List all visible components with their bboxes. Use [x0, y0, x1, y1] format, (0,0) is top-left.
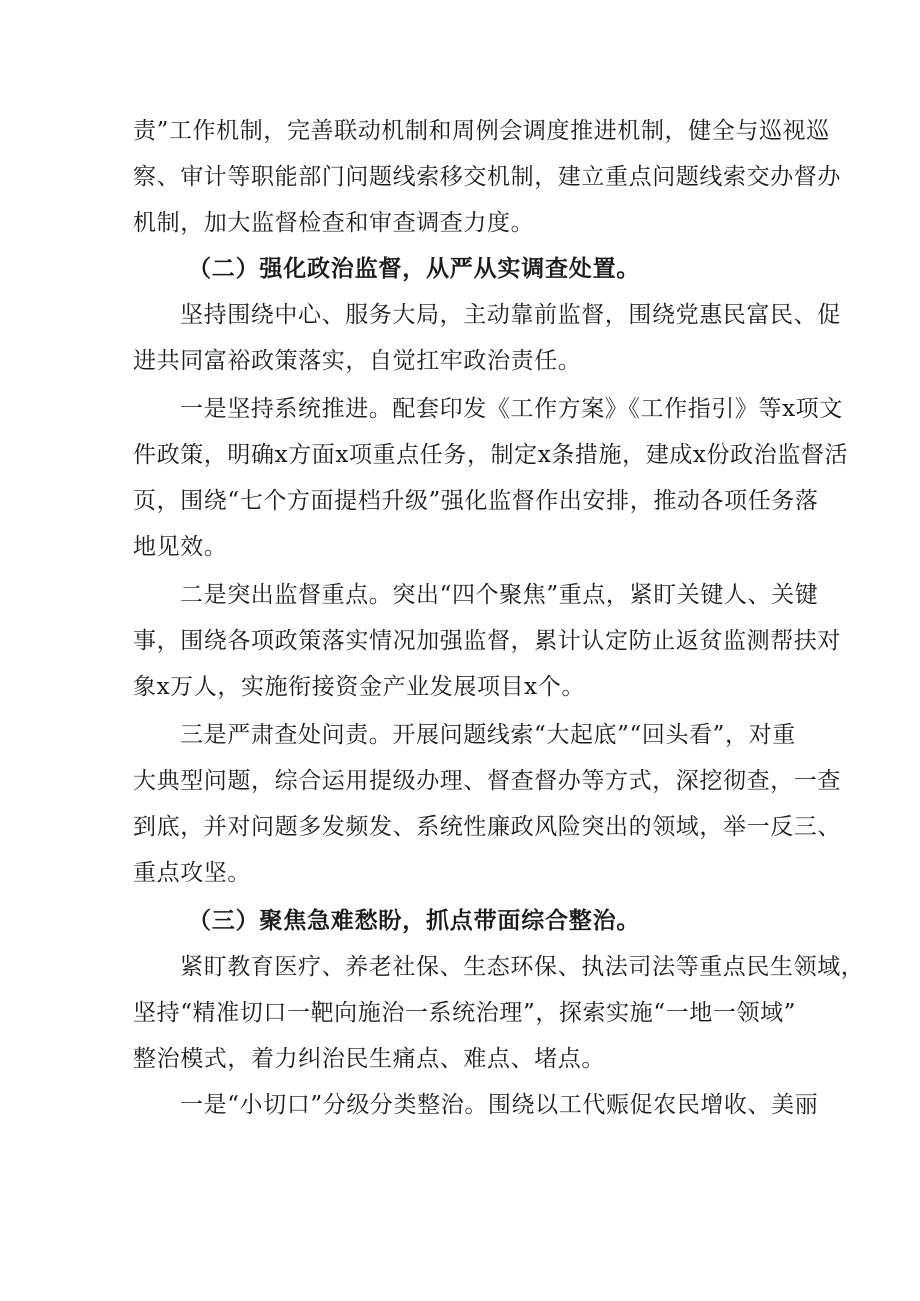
paragraph-7-line-1: 一是“小切口”分级分类整治。围绕以工代赈促农民增收、美丽	[180, 1092, 819, 1118]
paragraph-4-line-1: 二是突出监督重点。突出“四个聚焦”重点，紧盯关键人、关键	[180, 582, 819, 608]
paragraph-5-line-2: 大典型问题，综合运用提级办理、督查督办等方式，深挖彻查，一查	[133, 768, 841, 794]
paragraph-4-line-3: 象x万人，实施衔接资金产业发展项目x个。	[133, 674, 585, 700]
paragraph-5-line-4: 重点攻坚。	[133, 860, 251, 886]
paragraph-6-line-1: 紧盯教育医疗、养老社保、生态环保、执法司法等重点民生领域，	[180, 954, 865, 980]
paragraph-6-line-2: 坚持“精准切口一靶向施治一系统治理”，探索实施“一地一领域”	[133, 1000, 797, 1026]
paragraph-1-line-3: 机制，加大监督检查和审查调查力度。	[133, 210, 535, 236]
paragraph-2-line-2: 进共同富裕政策落实，自觉扛牢政治责任。	[133, 348, 582, 374]
paragraph-6-line-3: 整治模式，着力纠治民生痛点、难点、堵点。	[133, 1046, 605, 1072]
paragraph-5-line-1: 三是严肃查处问责。开展问题线索“大起底”“回头看”，对重	[180, 722, 796, 748]
paragraph-3-line-1: 一是坚持系统推进。配套印发《工作方案》《工作指引》等x项文	[180, 396, 843, 422]
paragraph-1-line-1: 责”工作机制，完善联动机制和周例会调度推进机制，健全与巡视巡	[133, 118, 830, 144]
paragraph-3-line-4: 地见效。	[133, 534, 228, 560]
paragraph-1-line-2: 察、审计等职能部门问题线索移交机制，建立重点问题线索交办督办	[133, 164, 841, 190]
section-heading-2: （二）强化政治监督，从严从实调查处置。	[188, 255, 641, 282]
paragraph-3-line-2: 件政策，明确x方面x项重点任务，制定x条措施，建成x份政治监督活	[133, 442, 849, 468]
paragraph-2-line-1: 坚持围绕中心、服务大局，主动靠前监督，围绕党惠民富民、促	[180, 302, 841, 328]
section-heading-3: （三）聚焦急难愁盼，抓点带面综合整治。	[188, 907, 641, 934]
paragraph-5-line-3: 到底，并对问题多发频发、系统性廉政风险突出的领域，举一反三、	[133, 814, 841, 840]
paragraph-3-line-3: 页，围绕“七个方面提档升级”强化监督作出安排，推动各项任务落	[133, 488, 819, 514]
paragraph-4-line-2: 事，围绕各项政策落实情况加强监督，累计认定防止返贫监测帮扶对	[133, 628, 841, 654]
